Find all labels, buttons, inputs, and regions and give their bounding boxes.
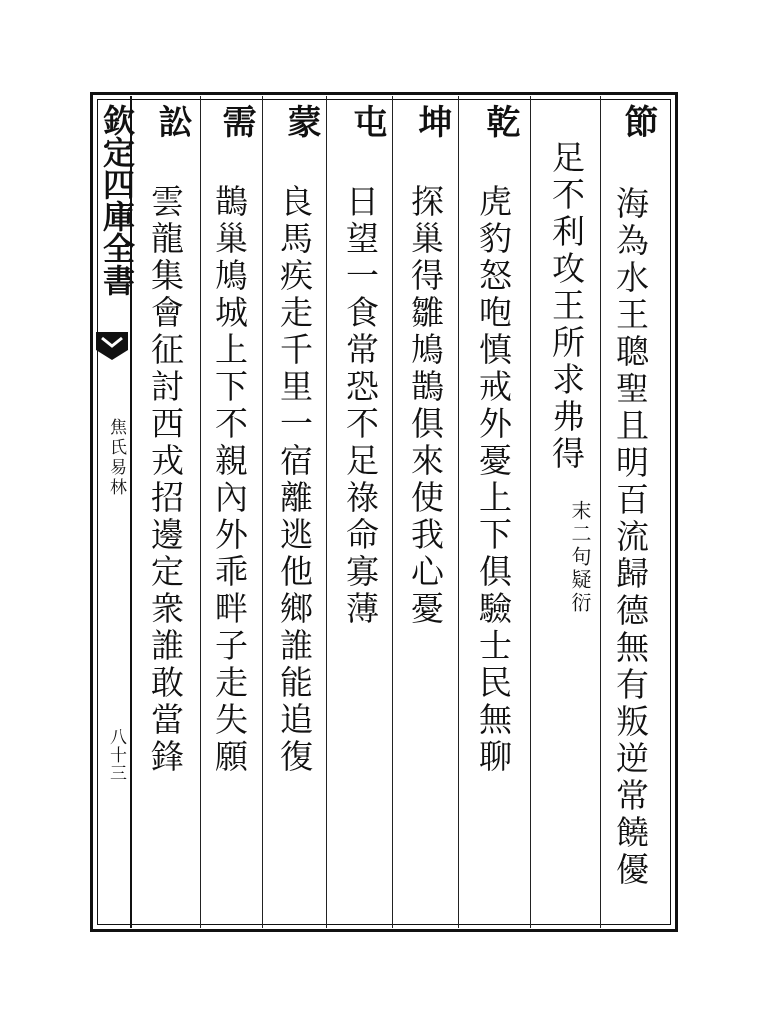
column-rule: [392, 96, 393, 928]
hexagram-title: 坤: [412, 104, 452, 140]
book-title: 焦氏易林: [106, 418, 126, 498]
hexagram-title: 訟: [152, 104, 192, 140]
verse-text: 鵲巢鳩城上下不親內外乖畔子走失願: [210, 184, 249, 776]
column-rule: [530, 96, 531, 928]
verse-text: 足不利攻王所求弗得: [547, 140, 586, 473]
fish-tail-mark-icon: [94, 330, 130, 364]
verse-text: 虎豹怒咆慎戒外憂上下俱驗士民無聊: [474, 184, 513, 776]
page-number: 八十三: [106, 728, 126, 782]
hexagram-title: 節: [618, 104, 658, 140]
verse-text: 海為水王聰聖且明百流歸德無有叛逆常饒優: [611, 186, 650, 889]
column-rule: [262, 96, 263, 928]
column-rule: [600, 96, 601, 928]
verse-text: 良馬疾走千里一宿離逃他鄉誰能追復: [275, 184, 314, 776]
verse-text: 日望一食常恐不足祿命寡薄: [341, 184, 380, 628]
verse-text: 探巢得雛鳩鵲俱來使我心憂: [406, 184, 445, 628]
editorial-note: 末二句疑衍: [568, 500, 592, 615]
hexagram-title: 需: [216, 104, 256, 140]
verse-text: 雲龍集會征討西戎招邊定衆誰敢當鋒: [146, 184, 185, 776]
hexagram-title: 屯: [347, 104, 387, 140]
hexagram-title: 乾: [480, 104, 520, 140]
hexagram-title: 蒙: [281, 104, 321, 140]
collection-title: 欽定四庫全書: [98, 104, 136, 296]
column-rule: [326, 96, 327, 928]
column-rule: [458, 96, 459, 928]
column-rule: [200, 96, 201, 928]
